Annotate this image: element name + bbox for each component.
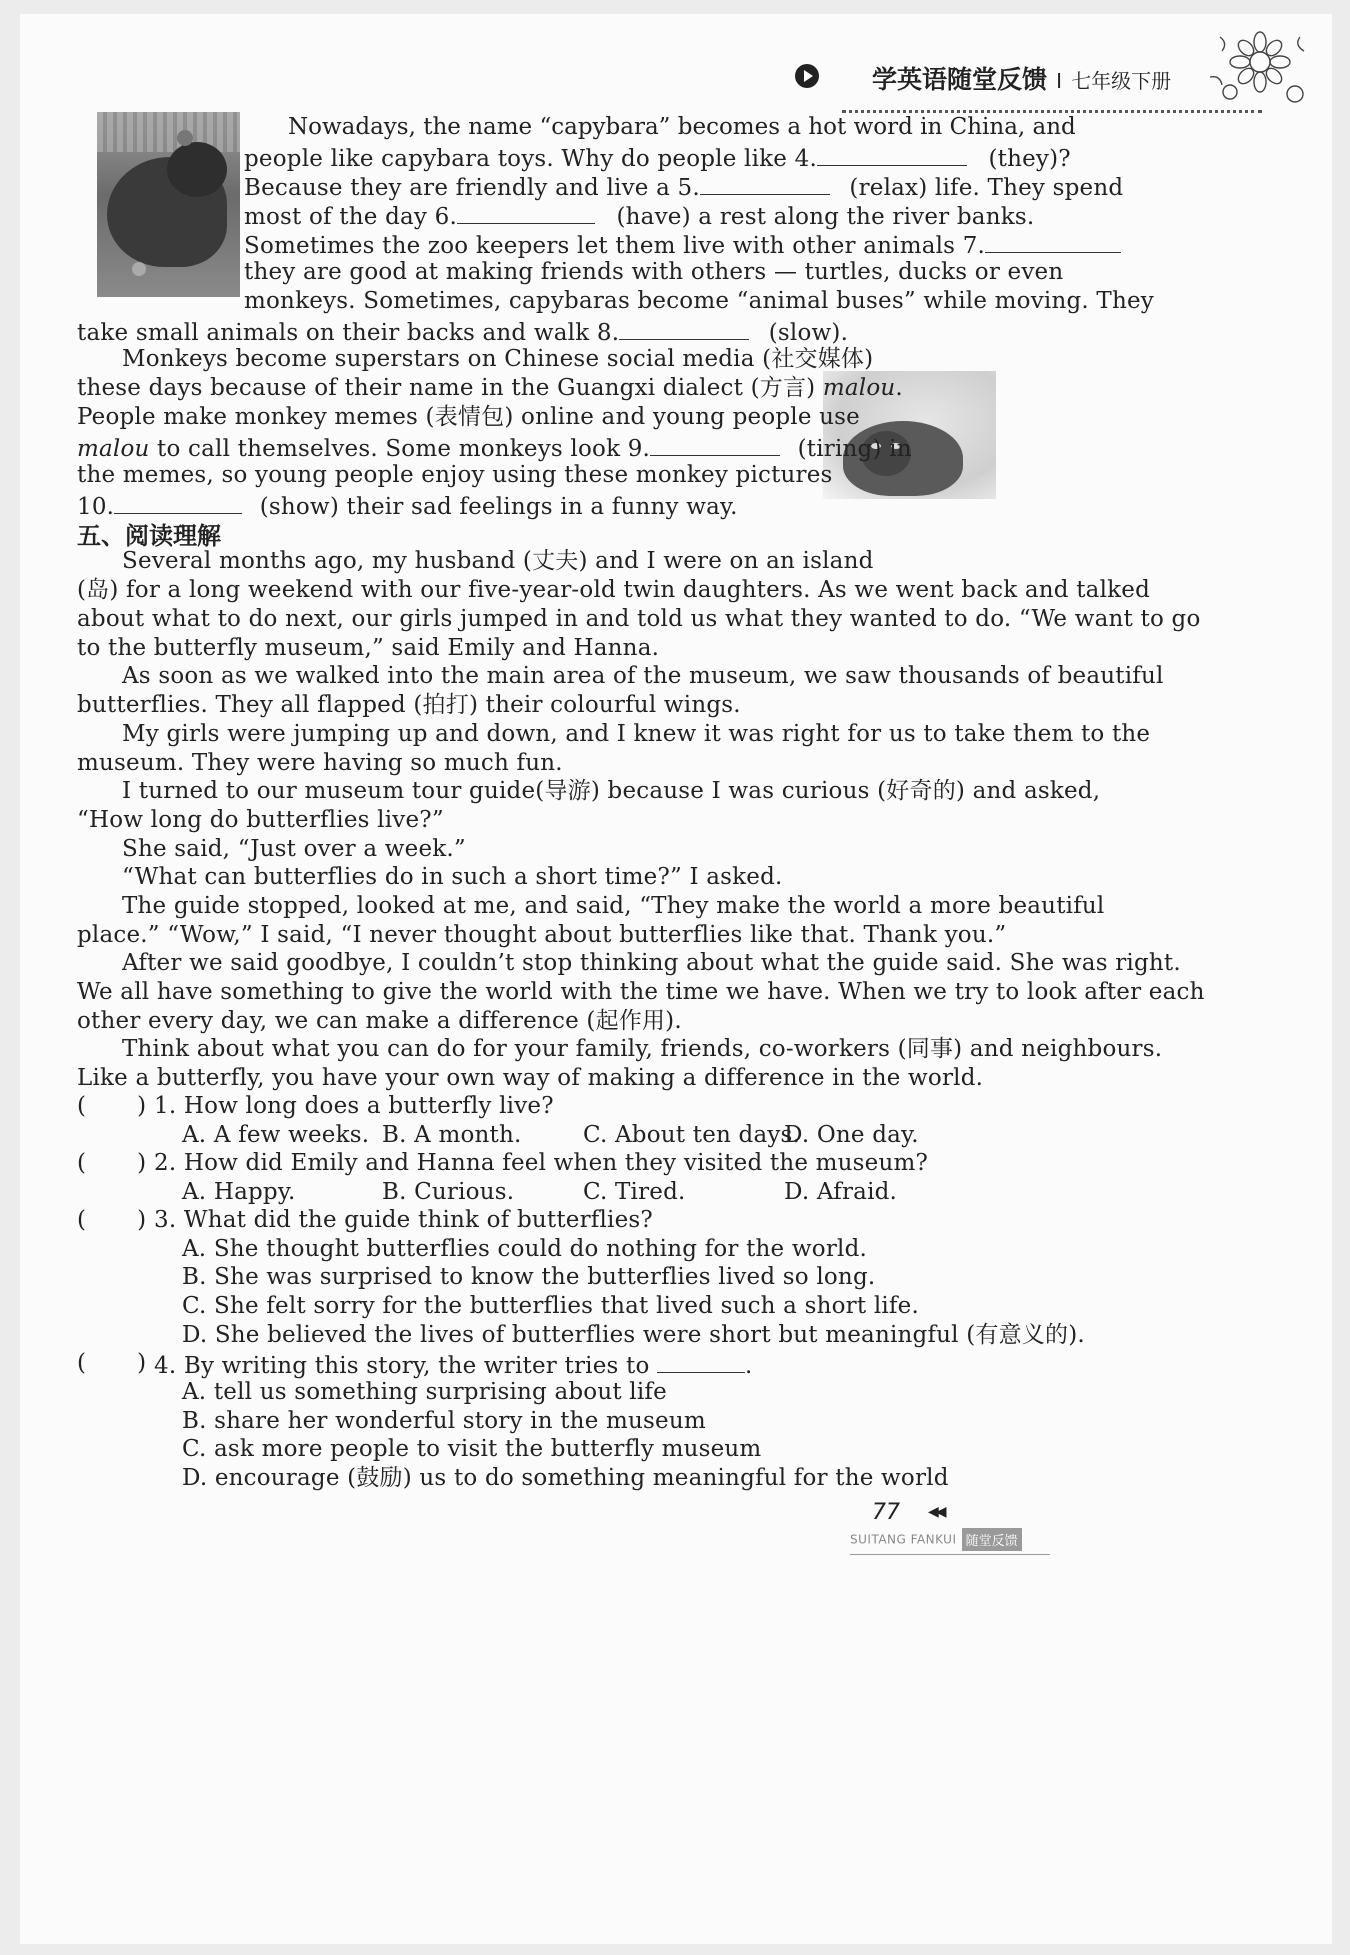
q1-option-d[interactable]: D. One day. [784, 1122, 919, 1148]
monkey-line-1: Monkeys become superstars on Chinese social media (社交媒体) [122, 346, 874, 372]
answer-blank-7[interactable] [985, 228, 1121, 253]
q3-option-a[interactable]: A. She thought butterflies could do nothing for the world. [182, 1236, 868, 1262]
passage-line-2: people like capybara toys. Why do people like 4. (they)? [244, 141, 996, 174]
monkey-line-3: People make monkey memes (表情包) online and young people use [77, 404, 860, 430]
answer-paren-4[interactable]: ( ) [77, 1350, 147, 1376]
reading-line-13: The guide stopped, looked at me, and said, “They make the world a more beautiful [122, 893, 1105, 919]
answer-paren-1[interactable]: ( ) [77, 1093, 147, 1119]
answer-blank-6[interactable] [457, 199, 595, 224]
passage-line-8: take small animals on their backs and walk 8. (slow). [77, 315, 848, 348]
q1-option-c[interactable]: C. About ten days. [583, 1122, 801, 1148]
q1-option-b[interactable]: B. A month. [382, 1122, 522, 1148]
reading-line-16: We all have something to give the world with the time we have. When we try to look after each [77, 979, 1205, 1005]
reading-line-9: I turned to our museum tour guide(导游) because I was curious (好奇的) and asked, [122, 778, 1101, 804]
passage-line-3: Because they are friendly and live a 5. (relax) life. They spend [244, 170, 1123, 203]
q3-option-c[interactable]: C. She felt sorry for the butterflies that lived such a short life. [182, 1293, 919, 1319]
monkey-line-5: the memes, so young people enjoy using these monkey pictures [77, 462, 833, 488]
play-icon [795, 64, 819, 88]
reading-line-1: Several months ago, my husband (丈夫) and I were on an island [122, 548, 874, 574]
passage-line-1: Nowadays, the name “capybara” becomes a hot word in China, and [288, 114, 1076, 140]
answer-blank-8[interactable] [619, 315, 749, 340]
passage-line-7: monkeys. Sometimes, capybaras become “animal buses” while moving. They [244, 288, 1154, 314]
passage-line-6: they are good at making friends with others — turtles, ducks or even [244, 259, 1064, 285]
flower-decoration-icon [1200, 22, 1330, 122]
footer-brand-en: SUITANG FANKUI [850, 1532, 957, 1547]
header-title: 学英语随堂反馈 [872, 65, 1048, 94]
header-subtitle: 七年级下册 [1071, 69, 1172, 93]
passage-line-4: most of the day 6. (have) a rest along the river banks. [244, 199, 1034, 232]
question-4-stem: 4. By writing this story, the writer tries to . [154, 1348, 753, 1381]
header [20, 14, 1332, 124]
reading-line-4: to the butterfly museum,” said Emily and Hanna. [77, 635, 660, 661]
q1-option-a[interactable]: A. A few weeks. [182, 1122, 370, 1148]
q4-option-a[interactable]: A. tell us something surprising about life [182, 1379, 667, 1405]
q4-option-d[interactable]: D. encourage (鼓励) us to do something meaningful for the world [182, 1465, 949, 1491]
reading-line-18: Think about what you can do for your family, friends, co-workers (同事) and neighbours. [122, 1036, 1163, 1062]
reading-line-12: “What can butterflies do in such a short time?” I asked. [122, 864, 783, 890]
footer-brand-cn: 随堂反馈 [962, 1528, 1022, 1551]
q2-option-c[interactable]: C. Tired. [583, 1179, 686, 1205]
reading-line-5: As soon as we walked into the main area of the museum, we saw thousands of beautiful [122, 663, 1164, 689]
reading-line-10: “How long do butterflies live?” [77, 807, 444, 833]
footer-brand [850, 1528, 1060, 1554]
monkey-line-4: malou to call themselves. Some monkeys look 9. (tiring) in [77, 431, 912, 464]
reading-line-17: other every day, we can make a difference (起作用). [77, 1008, 682, 1034]
reading-line-8: museum. They were having so much fun. [77, 750, 563, 776]
reading-line-7: My girls were jumping up and down, and I knew it was right for us to take them to the [122, 721, 1151, 747]
double-arrow-left-icon: ◀◀ [928, 1504, 944, 1520]
answer-blank-q4[interactable] [657, 1348, 745, 1373]
q2-option-b[interactable]: B. Curious. [382, 1179, 515, 1205]
reading-line-2: (岛) for a long weekend with our five-year-old twin daughters. As we went back and talked [77, 577, 1151, 603]
question-3-stem: 3. What did the guide think of butterflies? [154, 1207, 653, 1233]
capybara-photo [97, 112, 240, 297]
reading-line-14: place.” “Wow,” I said, “I never thought about butterflies like that. Thank you.” [77, 922, 1007, 948]
answer-blank-5[interactable] [700, 170, 830, 195]
reading-line-15: After we said goodbye, I couldn’t stop thinking about what the guide said. She was right. [122, 950, 1181, 976]
question-1-stem: 1. How long does a butterfly live? [154, 1093, 554, 1119]
q3-option-d[interactable]: D. She believed the lives of butterflies were short but meaningful (有意义的). [182, 1322, 1085, 1348]
section-heading-reading: 五、阅读理解 [77, 522, 221, 550]
footer-rule [850, 1554, 1050, 1555]
answer-paren-3[interactable]: ( ) [77, 1207, 147, 1233]
passage-line-5: Sometimes the zoo keepers let them live with other animals 7. [244, 228, 1121, 261]
answer-paren-2[interactable]: ( ) [77, 1150, 147, 1176]
q4-option-c[interactable]: C. ask more people to visit the butterfly museum [182, 1436, 762, 1462]
reading-line-6: butterflies. They all flapped (拍打) their colourful wings. [77, 692, 741, 718]
q2-option-a[interactable]: A. Happy. [182, 1179, 296, 1205]
answer-blank-9[interactable] [650, 431, 780, 456]
question-2-stem: 2. How did Emily and Hanna feel when they visited the museum? [154, 1150, 929, 1176]
answer-blank-4[interactable] [817, 141, 967, 166]
monkey-line-6: 10. (show) their sad feelings in a funny way. [77, 489, 738, 522]
q2-option-d[interactable]: D. Afraid. [784, 1179, 898, 1205]
textbook-page [20, 14, 1332, 1944]
monkey-line-2: these days because of their name in the Guangxi dialect (方言) malou. [77, 375, 903, 401]
page-number: 77 [872, 1500, 900, 1525]
reading-line-19: Like a butterfly, you have your own way of making a difference in the world. [77, 1065, 984, 1091]
answer-blank-10[interactable] [114, 489, 242, 514]
reading-line-3: about what to do next, our girls jumped in and told us what they wanted to do. “We want to go [77, 606, 1201, 632]
reading-line-11: She said, “Just over a week.” [122, 836, 466, 862]
header-separator: I [1056, 69, 1063, 93]
q3-option-b[interactable]: B. She was surprised to know the butterflies lived so long. [182, 1264, 876, 1290]
q4-option-b[interactable]: B. share her wonderful story in the museum [182, 1408, 706, 1434]
